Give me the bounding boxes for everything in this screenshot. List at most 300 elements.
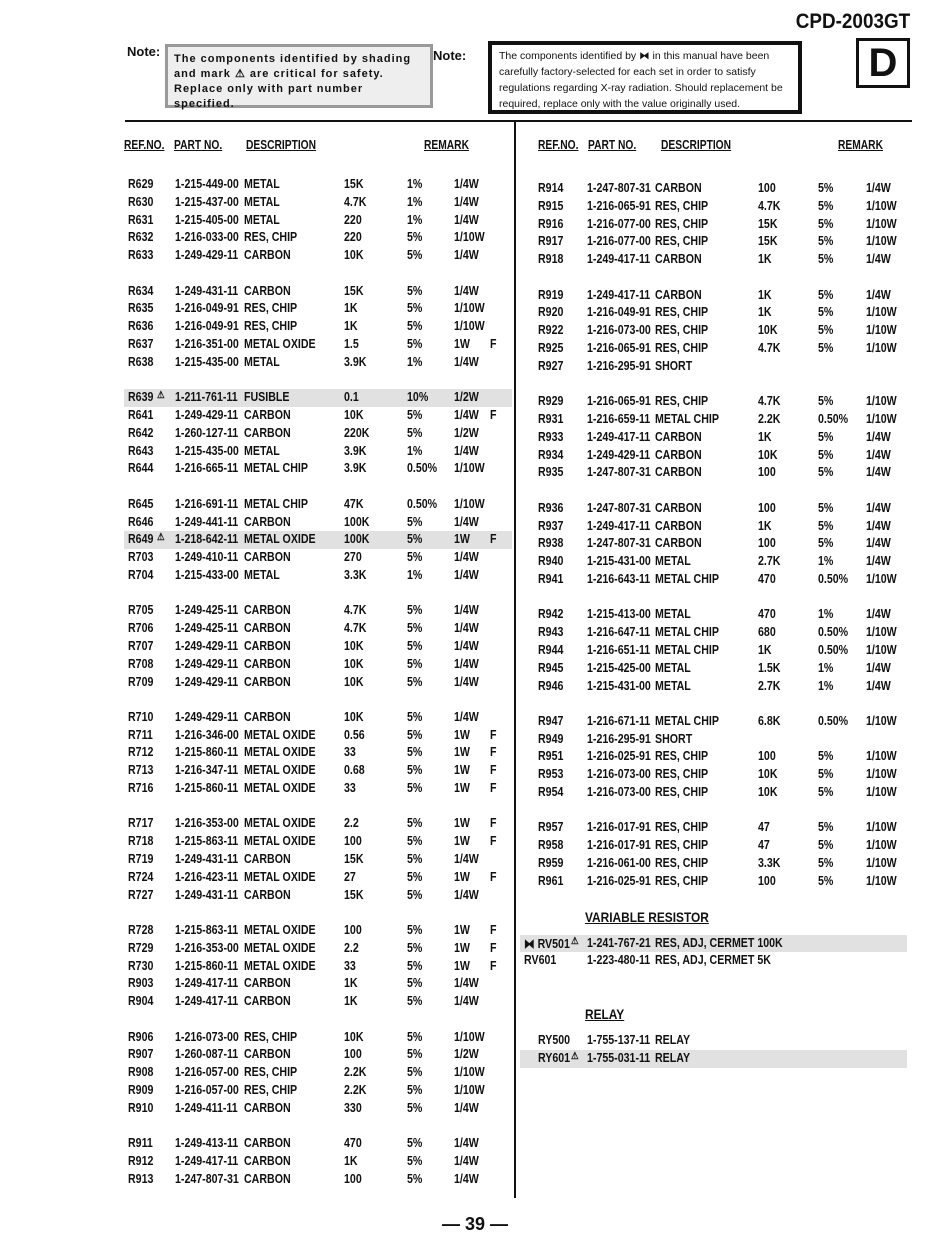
ref-no: R729 [128, 940, 154, 955]
rating: 1/4W [454, 1100, 479, 1115]
ref-no: R937 [538, 518, 564, 533]
part-no: 1-260-087-11 [175, 1047, 239, 1062]
group-spacer [520, 802, 907, 820]
description: METAL CHIP [244, 496, 308, 511]
rating: 1/4W [454, 1171, 479, 1186]
rating: 1/10W [866, 642, 897, 657]
tolerance: 5% [407, 709, 423, 724]
part-no: 1-216-049-91 [175, 319, 239, 334]
value: 100 [344, 1047, 362, 1062]
part-row [124, 1171, 512, 1189]
ref-no: R958 [538, 838, 564, 853]
ref-no: R718 [128, 834, 154, 849]
tolerance: 1% [407, 354, 423, 369]
part-no: 1-216-073-00 [587, 767, 651, 782]
description: CARBON [244, 514, 291, 529]
part-no: 1-216-049-91 [587, 305, 651, 320]
flag: F [490, 763, 497, 778]
rating: 1/10W [866, 856, 897, 871]
ref-no: R911 [128, 1136, 153, 1151]
ref-no: R706 [128, 621, 154, 636]
description: RES, CHIP [655, 767, 709, 782]
part-no: 1-249-429-11 [175, 407, 239, 422]
part-row [520, 216, 907, 234]
part-no: 1-249-417-11 [587, 518, 651, 533]
rating: 1/2W [454, 390, 479, 405]
tolerance: 5% [407, 994, 423, 1009]
ref-no: R646 [128, 514, 154, 529]
part-no: 1-218-642-11 [175, 532, 239, 547]
value: 100 [344, 923, 362, 938]
remark-header: REMARK [424, 138, 469, 152]
description: METAL [655, 660, 691, 675]
description: RES, ADJ, CERMET 100K [655, 935, 783, 950]
part-row [520, 660, 907, 678]
rating: 1/10W [866, 411, 897, 426]
part-no: 1-249-431-11 [175, 852, 239, 867]
rating: 1/4W [454, 1154, 479, 1168]
ref-no: R906 [128, 1029, 154, 1044]
ref-no: R946 [538, 678, 564, 693]
ref-no: R907 [128, 1047, 154, 1062]
description: RES, CHIP [655, 856, 709, 871]
value: 0.1 [344, 390, 359, 405]
part-row [520, 952, 907, 970]
part-row [520, 713, 907, 731]
part-no: 1-216-423-11 [175, 869, 239, 884]
tolerance: 5% [407, 248, 423, 263]
description: RES, CHIP [244, 1065, 298, 1080]
part-no: 1-215-863-11 [175, 923, 239, 938]
left-parts-list [124, 176, 512, 1189]
flag: F [490, 923, 497, 938]
rating: 1/10W [454, 1065, 485, 1080]
xray-note-text: The components identified by ⧓ in this manual have been carefully factory-selected for each set in order to satisfy regulations regarding X-ray radiation. Should replacement be required, replace only with the value originally used. [499, 50, 783, 110]
tolerance: 5% [818, 323, 834, 338]
value: 4.7K [758, 394, 781, 409]
part-no: 1-215-860-11 [175, 781, 239, 796]
description: CARBON [244, 852, 291, 867]
description: METAL OXIDE [244, 336, 316, 351]
part-no: 1-216-025-91 [587, 749, 651, 764]
description: CARBON [244, 1154, 291, 1168]
tolerance: 5% [407, 283, 423, 298]
ref-no: RY500 [538, 1033, 571, 1048]
description: METAL CHIP [655, 625, 719, 640]
part-no: 1-215-413-00 [587, 607, 651, 622]
tolerance: 5% [818, 500, 834, 515]
description: RES, CHIP [244, 230, 298, 245]
part-no: 1-216-061-00 [587, 856, 651, 871]
value: 220 [344, 230, 362, 245]
part-row [520, 766, 907, 784]
description: CARBON [244, 621, 291, 636]
value: 10K [758, 323, 778, 338]
tolerance: 0.50% [818, 642, 849, 657]
part-no: 1-249-429-11 [175, 674, 239, 689]
rating: 1/10W [454, 319, 485, 334]
part-no: 1-216-659-11 [587, 411, 651, 426]
tolerance: 0.50% [407, 461, 438, 476]
value: 270 [344, 550, 362, 565]
description: RES, CHIP [244, 301, 298, 316]
part-no: 1-249-417-11 [175, 976, 239, 991]
tolerance: 5% [407, 869, 423, 884]
rating: 1W [454, 336, 470, 351]
description: METAL [655, 554, 691, 569]
safety-note-text: The components identified by shading and mark ⚠ are critical for safety. Replace only with part number specified. [174, 53, 412, 110]
value: 1K [344, 994, 358, 1009]
part-row [124, 833, 512, 851]
part-row [520, 935, 907, 953]
ref-no: R935 [538, 465, 564, 480]
part-row [124, 958, 512, 976]
rating: 1/10W [866, 625, 897, 640]
ref-no: R641 [128, 407, 154, 422]
value: 27 [344, 869, 356, 884]
ref-no: R633 [128, 248, 154, 263]
rating: 1/4W [866, 607, 891, 622]
ref-no: R638 [128, 354, 154, 369]
part-no: 1-249-425-11 [175, 603, 239, 618]
ref-no: R634 [128, 283, 154, 298]
rating: 1/10W [866, 305, 897, 320]
part-no: 1-215-433-00 [175, 567, 239, 582]
ref-no: R951 [538, 749, 564, 764]
tolerance: 5% [818, 856, 834, 871]
part-row [124, 229, 512, 247]
value: 100K [344, 514, 370, 529]
tolerance: 5% [818, 536, 834, 551]
rating: 1/10W [866, 198, 897, 213]
tolerance: 5% [407, 1047, 423, 1062]
part-row [520, 180, 907, 198]
value: 10K [344, 656, 364, 671]
page-number: — 39 — [441, 1214, 509, 1234]
description: CARBON [244, 1136, 291, 1151]
rating: 1/10W [866, 323, 897, 338]
description: METAL [244, 354, 280, 369]
part-row [124, 1135, 512, 1153]
description: CARBON [655, 536, 702, 551]
rating: 1/4W [454, 852, 479, 867]
description: METAL [244, 212, 280, 227]
relay-title: RELAY [585, 1006, 625, 1023]
rating: 1/4W [454, 283, 479, 298]
value: 330 [344, 1100, 362, 1115]
ref-no: R936 [538, 500, 564, 515]
value: 2.2K [344, 1065, 367, 1080]
rating: 1/4W [866, 554, 891, 569]
tolerance: 5% [407, 656, 423, 671]
part-no: 1-215-431-00 [587, 554, 651, 569]
part-no: 1-249-429-11 [587, 447, 651, 462]
ref-no: R644 [128, 461, 154, 476]
tolerance: 5% [818, 767, 834, 782]
tolerance: 5% [407, 1029, 423, 1044]
rating: 1/10W [866, 571, 897, 586]
part-no: 1-223-480-11 [587, 953, 651, 968]
ref-no: R914 [538, 181, 564, 195]
value: 100 [758, 465, 776, 480]
part-no: 1-215-431-00 [587, 678, 651, 693]
flag: F [490, 781, 497, 796]
part-row [124, 318, 512, 336]
description: CARBON [244, 976, 291, 991]
value: 1K [344, 1154, 358, 1168]
flag: F [490, 532, 497, 547]
part-row [124, 407, 512, 425]
rating: 1/4W [454, 212, 479, 227]
ref-no: R913 [128, 1171, 154, 1186]
ref-no: R957 [538, 820, 564, 835]
description: METAL [244, 194, 280, 209]
part-row [124, 194, 512, 212]
ref-no: R947 [538, 713, 564, 728]
value: 2.2 [344, 816, 359, 831]
ref-no: R904 [128, 994, 154, 1009]
group-spacer [520, 482, 907, 500]
rating: 1/4W [866, 500, 891, 515]
rating: 1W [454, 958, 470, 973]
ref-no: R639 [128, 390, 154, 405]
part-no: 1-249-417-11 [175, 994, 239, 1009]
ref-no: R925 [538, 340, 564, 355]
description: CARBON [655, 447, 702, 462]
part-row [124, 514, 512, 532]
value: 3.9K [344, 461, 367, 476]
rating: 1/4W [454, 1136, 479, 1151]
ref-no: R940 [538, 554, 564, 569]
horizontal-rule [125, 120, 912, 122]
group-spacer [124, 1118, 512, 1136]
tolerance: 5% [407, 621, 423, 636]
description: METAL [655, 607, 691, 622]
tolerance: 0.50% [818, 411, 849, 426]
ref-no: R944 [538, 642, 564, 657]
rating: 1/10W [866, 234, 897, 249]
value: 1K [758, 642, 772, 657]
rating: 1W [454, 940, 470, 955]
part-no: 1-249-417-11 [175, 1154, 239, 1168]
tolerance: 5% [407, 230, 423, 245]
group-spacer [124, 372, 512, 390]
tolerance: 5% [818, 518, 834, 533]
part-row [520, 606, 907, 624]
ref-no: R709 [128, 674, 154, 689]
part-no: 1-215-860-11 [175, 958, 239, 973]
flag: F [490, 745, 497, 760]
ref-no: R636 [128, 319, 154, 334]
ref-no: R728 [128, 923, 154, 938]
part-row [124, 940, 512, 958]
remark-header: REMARK [838, 138, 883, 152]
description: RELAY [655, 1051, 691, 1066]
rating: 1/10W [866, 820, 897, 835]
tolerance: 5% [407, 674, 423, 689]
group-spacer [520, 376, 907, 394]
rating: 1/2W [454, 425, 479, 440]
rating: 1W [454, 763, 470, 778]
tolerance: 5% [818, 252, 834, 267]
rating: 1/4W [866, 660, 891, 675]
ref-no: R917 [538, 234, 564, 249]
part-no: 1-249-411-11 [175, 1100, 238, 1115]
part-row [124, 851, 512, 869]
ref-no: R945 [538, 660, 564, 675]
description: RELAY [655, 1033, 691, 1048]
value: 4.7K [758, 340, 781, 355]
tolerance: 1% [407, 194, 423, 209]
tolerance: 5% [407, 301, 423, 316]
rating: 1/10W [454, 301, 485, 316]
part-row [520, 855, 907, 873]
part-no: 1-249-429-11 [175, 638, 239, 653]
part-no: 1-755-031-11 [587, 1051, 651, 1066]
description: RES, CHIP [655, 873, 709, 888]
part-no: 1-247-807-31 [587, 500, 651, 515]
part-no: 1-241-767-21 [587, 935, 651, 950]
ref-no: R717 [128, 816, 154, 831]
tolerance: 5% [407, 603, 423, 618]
description: METAL OXIDE [244, 781, 316, 796]
flag: F [490, 940, 497, 955]
ref-no-header: REF.NO. [124, 138, 165, 152]
ref-no: R916 [538, 216, 564, 231]
ref-no: R705 [128, 603, 154, 618]
value: 10K [344, 638, 364, 653]
description: CARBON [655, 181, 702, 195]
tolerance: 5% [818, 181, 834, 195]
value: 470 [344, 1136, 362, 1151]
variable-resistor-title: VARIABLE RESISTOR [585, 908, 709, 925]
part-no: 1-216-017-91 [587, 838, 651, 853]
group-spacer [124, 1011, 512, 1029]
right-table-header [520, 138, 907, 160]
tolerance: 5% [818, 447, 834, 462]
left-parts-column [124, 138, 512, 1189]
description: RES, CHIP [655, 216, 709, 231]
description: METAL OXIDE [244, 834, 316, 849]
part-row [520, 873, 907, 891]
ref-no: R927 [538, 358, 564, 373]
warning-triangle-icon: ⚠ [571, 1051, 579, 1063]
tolerance: 5% [407, 638, 423, 653]
value: 2.2 [344, 940, 359, 955]
part-no: 1-216-346-00 [175, 727, 239, 742]
part-row [520, 233, 907, 251]
part-row [520, 411, 907, 429]
part-no: 1-216-353-00 [175, 816, 239, 831]
tolerance: 5% [407, 727, 423, 742]
part-no: 1-249-429-11 [175, 248, 239, 263]
value: 10K [344, 709, 364, 724]
ref-no: R704 [128, 567, 154, 582]
part-no: 1-216-671-11 [587, 713, 651, 728]
description: CARBON [655, 429, 702, 444]
description: METAL [244, 567, 280, 582]
part-row [520, 819, 907, 837]
part-row [520, 429, 907, 447]
part-no: 1-216-077-00 [587, 216, 651, 231]
part-no: 1-249-413-11 [175, 1136, 239, 1151]
value: 47K [344, 496, 364, 511]
description: METAL OXIDE [244, 940, 316, 955]
part-no: 1-216-651-11 [587, 642, 651, 657]
part-row [520, 678, 907, 696]
ref-no: R631 [128, 212, 154, 227]
description: CARBON [244, 709, 291, 724]
part-no: 1-216-353-00 [175, 940, 239, 955]
rating: 1/10W [454, 496, 485, 511]
description: METAL OXIDE [244, 816, 316, 831]
ref-no: R642 [128, 425, 154, 440]
description: METAL OXIDE [244, 745, 316, 760]
group-spacer [520, 695, 907, 713]
ref-no: R707 [128, 638, 154, 653]
ref-no: R942 [538, 607, 564, 622]
rating: 1/4W [454, 603, 479, 618]
part-no: 1-216-073-00 [175, 1029, 239, 1044]
tolerance: 0.50% [818, 713, 849, 728]
value: 10K [758, 785, 778, 800]
ref-no: R931 [538, 411, 564, 426]
value: 4.7K [344, 621, 367, 636]
tolerance: 0.50% [407, 496, 438, 511]
tolerance: 1% [407, 443, 423, 458]
tolerance: 5% [407, 514, 423, 529]
part-no: 1-216-665-11 [175, 461, 239, 476]
ref-no: R708 [128, 656, 154, 671]
ref-no: R727 [128, 887, 154, 902]
ref-no: RY601 [538, 1051, 571, 1066]
part-row [520, 624, 907, 642]
part-no: 1-216-647-11 [587, 625, 651, 640]
part-row [520, 535, 907, 553]
ref-no: R953 [538, 767, 564, 782]
part-no: 1-215-449-00 [175, 177, 239, 191]
part-row [124, 656, 512, 674]
ref-no: R643 [128, 443, 154, 458]
part-row [124, 638, 512, 656]
ref-no: R903 [128, 976, 154, 991]
part-row [124, 300, 512, 318]
part-no: 1-215-437-00 [175, 194, 239, 209]
part-no: 1-215-435-00 [175, 354, 239, 369]
tolerance: 5% [818, 873, 834, 888]
part-no: 1-216-057-00 [175, 1083, 239, 1098]
part-no: 1-216-065-91 [587, 340, 651, 355]
tolerance: 5% [407, 763, 423, 778]
value: 10K [344, 248, 364, 263]
tolerance: 5% [818, 465, 834, 480]
value: 1K [758, 252, 772, 267]
part-row [520, 251, 907, 269]
description-header: DESCRIPTION [246, 138, 317, 152]
value: 1.5 [344, 336, 359, 351]
description: CARBON [244, 248, 291, 263]
part-row [124, 460, 512, 478]
group-spacer [124, 798, 512, 816]
value: 470 [758, 571, 776, 586]
part-no: 1-216-049-91 [175, 301, 239, 316]
rating: 1/10W [454, 461, 485, 476]
tolerance: 5% [407, 852, 423, 867]
tolerance: 5% [407, 745, 423, 760]
rating: 1W [454, 834, 470, 849]
value: 220K [344, 425, 370, 440]
description: RES, CHIP [244, 319, 298, 334]
